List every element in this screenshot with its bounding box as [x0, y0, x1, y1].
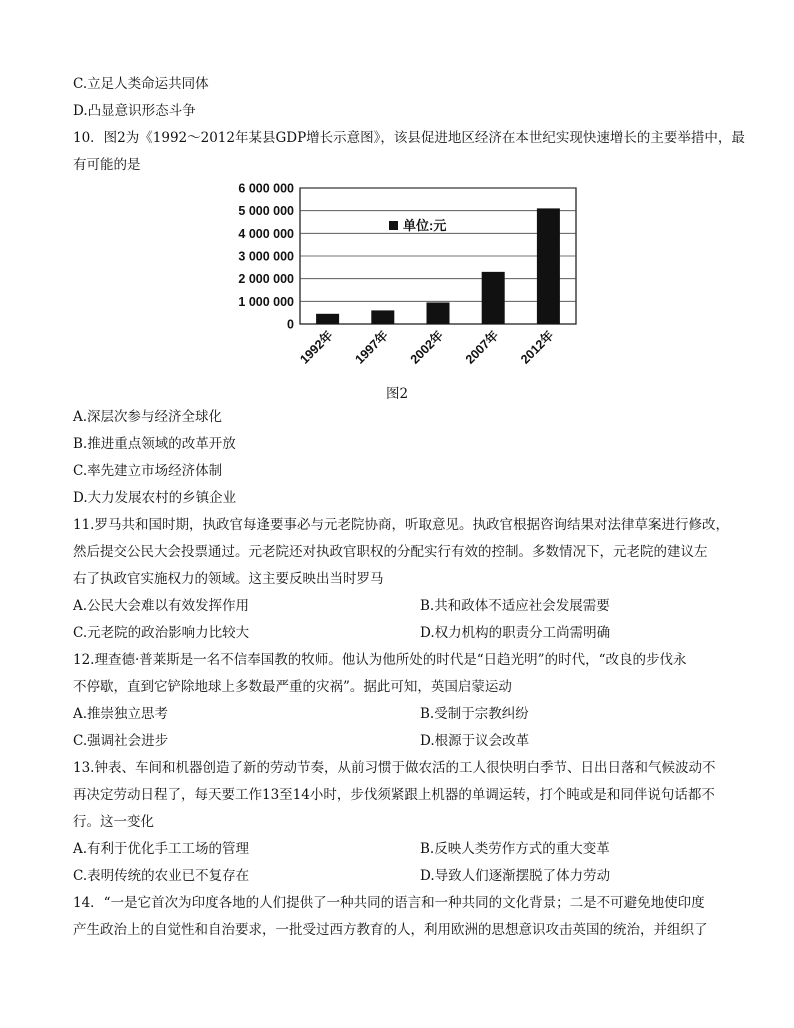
q12-stem-line1: 12.理查德·普莱斯是一名不信奉国教的牧师。他认为他所处的时代是“日趋光明”的时代，“改良的步伐永 [73, 652, 687, 668]
bar [482, 272, 505, 324]
legend-swatch [389, 221, 398, 230]
q10-option-c: C.率先建立市场经济体制 [73, 463, 223, 479]
q13-stem-line3: 行。这一变化 [73, 814, 154, 830]
y-tick-label: 2 000 000 [238, 272, 294, 287]
q11-option-a: A.公民大会难以有效发挥作用 [73, 598, 250, 614]
q14-stem-line1: 14．“一是它首次为印度各地的人们提供了一种共同的语言和一种共同的文化背景；二是不可避免地使印度 [73, 895, 705, 911]
q13-stem-line1: 13.钟表、车间和机器创造了新的劳动节奏，从前习惯于做农活的工人很快明白季节、日出日落和气候波动不 [73, 760, 716, 776]
q10-stem-line1: 10．图2为《1992～2012年某县GDP增长示意图》，该县促进地区经济在本世纪实现快速增长的主要举措中，最 [73, 130, 745, 146]
q9-option-c: C.立足人类命运共同体 [73, 76, 209, 92]
q10-option-a: A.深层次参与经济全球化 [73, 409, 223, 425]
q9-option-d: D.凸显意识形态斗争 [73, 103, 196, 119]
y-tick-label: 6 000 000 [238, 181, 294, 196]
q14-stem-line2: 产生政治上的自觉性和自治要求，一批受过西方教育的人，利用欧洲的思想意识攻击英国的统治，并组织了 [73, 922, 708, 938]
y-tick-label: 3 000 000 [238, 249, 294, 264]
gdp-bar-chart [218, 178, 583, 378]
q11-stem-line2: 然后提交公民大会投票通过。元老院还对执政官职权的分配实行有效的控制。多数情况下，元老院的建议左 [73, 544, 708, 560]
q13-option-a: A.有利于优化手工工场的管理 [73, 841, 250, 857]
x-tick-label: 2002年 [407, 328, 447, 367]
q11-stem-line3: 右了执政官实施权力的领域。这主要反映出当时罗马 [73, 571, 384, 587]
bar [537, 208, 560, 324]
q11-option-c: C.元老院的政治影响力比较大 [73, 625, 250, 641]
bar [316, 314, 339, 324]
y-tick-label: 1 000 000 [238, 294, 294, 309]
x-tick-label: 2012年 [518, 328, 557, 367]
q12-option-b: B.受制于宗教纠纷 [420, 706, 529, 722]
q13-option-d: D.导致人们逐渐摆脱了体力劳动 [420, 868, 611, 884]
x-tick-label: 2007年 [462, 328, 502, 367]
legend-label: 单位:元 [403, 218, 447, 233]
q13-stem-line2: 再决定劳动日程了，每天要工作13至14小时，步伐须紧跟上机器的单调运转，打个盹或是和同伴说句话都不 [73, 787, 715, 803]
bar [371, 310, 394, 324]
q13-option-c: C.表明传统的农业已不复存在 [73, 868, 250, 884]
bar [427, 302, 450, 324]
q12-option-c: C.强调社会进步 [73, 733, 169, 749]
q12-stem-line2: 不停歇，直到它铲除地球上多数最严重的灾祸”。据此可知，英国启蒙运动 [73, 679, 512, 695]
y-tick-label: 4 000 000 [238, 226, 294, 241]
q11-option-d: D.权力机构的职责分工尚需明确 [420, 625, 611, 641]
q11-option-b: B.共和政体不适应社会发展需要 [420, 598, 610, 614]
q12-option-a: A.推崇独立思考 [73, 706, 169, 722]
x-tick-label: 1992年 [297, 328, 336, 367]
q13-option-b: B.反映人类劳作方式的重大变革 [420, 841, 610, 857]
q12-option-d: D.根源于议会改革 [420, 733, 530, 749]
q10-option-d: D.大力发展农村的乡镇企业 [73, 490, 237, 506]
x-tick-label: 1997年 [352, 328, 391, 367]
q11-stem-line1: 11.罗马共和国时期，执政官每逢要事必与元老院协商，听取意见。执政官根据咨询结果对法律草案进行修改， [73, 517, 729, 533]
q10-stem-line2: 有可能的是 [73, 157, 141, 173]
q10-option-b: B.推进重点领域的改革开放 [73, 436, 236, 452]
y-tick-label: 0 [287, 317, 294, 332]
y-tick-label: 5 000 000 [238, 204, 294, 219]
figure-caption: 图2 [386, 386, 409, 402]
